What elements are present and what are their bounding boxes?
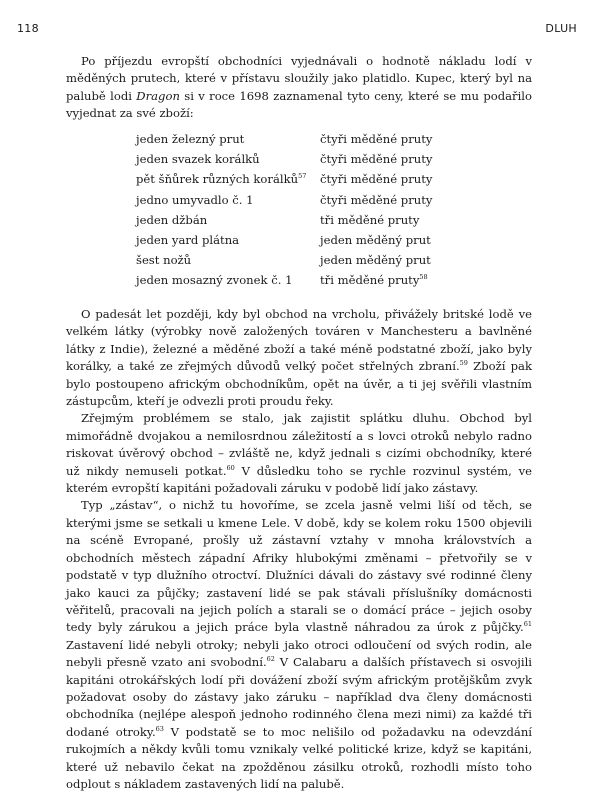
footnote-ref[interactable]: 57 <box>298 172 307 181</box>
price-item <box>136 250 320 270</box>
page-header <box>17 22 577 38</box>
price-list-table <box>136 129 456 291</box>
price-item-label: jeden džbán <box>136 212 208 227</box>
price-value <box>320 210 456 230</box>
intro-paragraph <box>66 53 532 123</box>
footnote-ref[interactable]: 58 <box>419 273 428 282</box>
price-item <box>136 210 320 230</box>
price-item-label: jeden mosazný zvonek č. 1 <box>136 273 293 288</box>
price-value-label: jeden měděný prut <box>320 253 431 268</box>
price-item <box>136 270 320 290</box>
price-item <box>136 169 320 189</box>
price-row <box>136 230 456 250</box>
price-value-label: čtyři měděné pruty <box>320 132 433 146</box>
footnote-ref[interactable]: 59 <box>459 359 468 368</box>
body-text <box>66 306 532 793</box>
price-item-label: pět šňůrek různých korálků <box>136 172 299 187</box>
paragraph-text: Typ „zástav“, o nichž tu hovoříme, se zcela jasně velmi liší od těch, se kterými jsme se setkali u kmene Lele. V době, kdy se kolem roku 1500 objevili na scéně Evropané, prošly už zástavní vztahy v mnoha královstvích a obchodních městech západní Afriky hlubokými změnami – přetvořily se v podstatě v typ dlužního otroctví. Dlužníci dávali do zástavy své rodinné členy jako kauci za půjčky; zastavení lidé se pak stávali příslušníky domácnosti věřitelů, pracovali na jejich polích a starali se o domácí práce – jejich osoby tedy byly zárukou a jejich práce byla vlastně náhradou za úrok z půjčky. <box>66 498 532 635</box>
price-item-label: jeden svazek korálků <box>136 152 260 167</box>
price-item-label: jeden železný prut <box>136 132 245 146</box>
paragraph-text: Zboží pak bylo postoupeno africkým obchodníkům, opět na úvěr, a ti jej svěřili vlastním zástupcům, kteří je odvezli proti proudu řeky. <box>66 359 532 409</box>
running-head: DLUH <box>545 22 577 35</box>
price-item <box>136 129 320 149</box>
paragraph-text: Zastavení lidé nebyli otroky; nebyli jako otroci odloučení od svých rodin, ale nebyli přesně vzato ani svobodní. <box>66 637 532 670</box>
price-item <box>136 149 320 169</box>
footnote-ref[interactable]: 63 <box>155 724 164 733</box>
price-row <box>136 149 456 169</box>
price-item-label: šest nožů <box>136 253 192 268</box>
price-value <box>320 190 456 210</box>
price-list-body <box>136 129 456 291</box>
price-item <box>136 230 320 250</box>
price-row <box>136 250 456 270</box>
price-row <box>136 190 456 210</box>
paragraph-text: Zřejmým problémem se stalo, jak zajistit splátku dluhu. Obchod byl mimořádně dvojakou a nemilosrdnou záležitostí a s lovci otroků nebylo radno riskovat úvěrový obchod – zvláště ne, když jednali s cizími obchodníky, které už nikdy nemuseli potkat. <box>66 411 532 478</box>
price-row <box>136 210 456 230</box>
footnote-ref[interactable]: 62 <box>266 655 275 664</box>
paragraph-debt-repayment <box>66 410 532 497</box>
paragraph-pawns <box>66 497 532 793</box>
price-value-label: čtyři měděné pruty <box>320 192 433 207</box>
page-number: 118 <box>17 22 39 35</box>
price-value-label: čtyři měděné pruty <box>320 172 433 187</box>
price-value-label: tři měděné pruty <box>320 212 420 227</box>
paragraph-text: V Calabaru a dalších přístavech si osvojili kapitáni otrokářských lodí při dovážení zboží svým africkým protějškům zvyk požadovat osoby do zástavy jako záruku – například dva členy domácnosti obchodníka (nejlépe alespoň jednoho rodinného člena mezi nimi) za každé tři dodané otroky. <box>66 655 532 739</box>
price-value <box>320 149 456 169</box>
price-value <box>320 270 456 290</box>
price-row <box>136 129 456 149</box>
price-value <box>320 129 456 149</box>
price-row <box>136 270 456 290</box>
paragraph-text: V podstatě se to moc nelišilo od požadavku na odevzdání rukojmích a někdy kvůli tomu vznikaly velké politické krize, když se kapitáni, které už nebavilo čekat na zpožděnou zásilku otroků, rozhodli místo toho odplout s nákladem zastavených lidí na palubě. <box>66 724 532 791</box>
footnote-ref[interactable]: 61 <box>523 620 532 629</box>
price-value <box>320 169 456 189</box>
price-value <box>320 230 456 250</box>
footnote-ref[interactable]: 60 <box>226 463 235 472</box>
ship-name: Dragon <box>136 88 180 103</box>
paragraph-trade-goods <box>66 306 532 410</box>
paragraph-text: V důsledku toho se rychle rozvinul systém, ve kterém evropští kapitáni požadovali záruku v podobě lidí jako zástavy. <box>66 463 532 496</box>
intro-text-after: si v roce 1698 zaznamenal tyto ceny, které se mu podařilo vyjednat za své zboží: <box>66 88 532 121</box>
price-item-label: jedno umyvadlo č. 1 <box>136 192 254 207</box>
intro-text-before: Po příjezdu evropští obchodníci vyjednávali o hodnotě nákladu lodí v měděných prutech, které v přístavu sloužily jako platidlo. Kupec, který byl na palubě lodi <box>66 54 532 103</box>
price-row <box>136 169 456 189</box>
price-value-label: tři měděné pruty <box>320 273 420 288</box>
intro-paragraph-block <box>66 53 532 123</box>
price-item <box>136 190 320 210</box>
price-value <box>320 250 456 270</box>
price-value-label: jeden měděný prut <box>320 233 431 248</box>
price-value-label: čtyři měděné pruty <box>320 152 433 167</box>
paragraph-text: O padesát let později, kdy byl obchod na vrcholu, přivážely britské lodě ve velkém látky (výrobky nově založených továren v Manchesteru a bavlněné látky z Indie), železné a měděné zboží a také méně podstatné zboží, jako byly korálky, a také ze zřejmých důvodů velký počet střelných zbraní. <box>66 307 532 374</box>
price-item-label: jeden yard plátna <box>136 233 240 248</box>
